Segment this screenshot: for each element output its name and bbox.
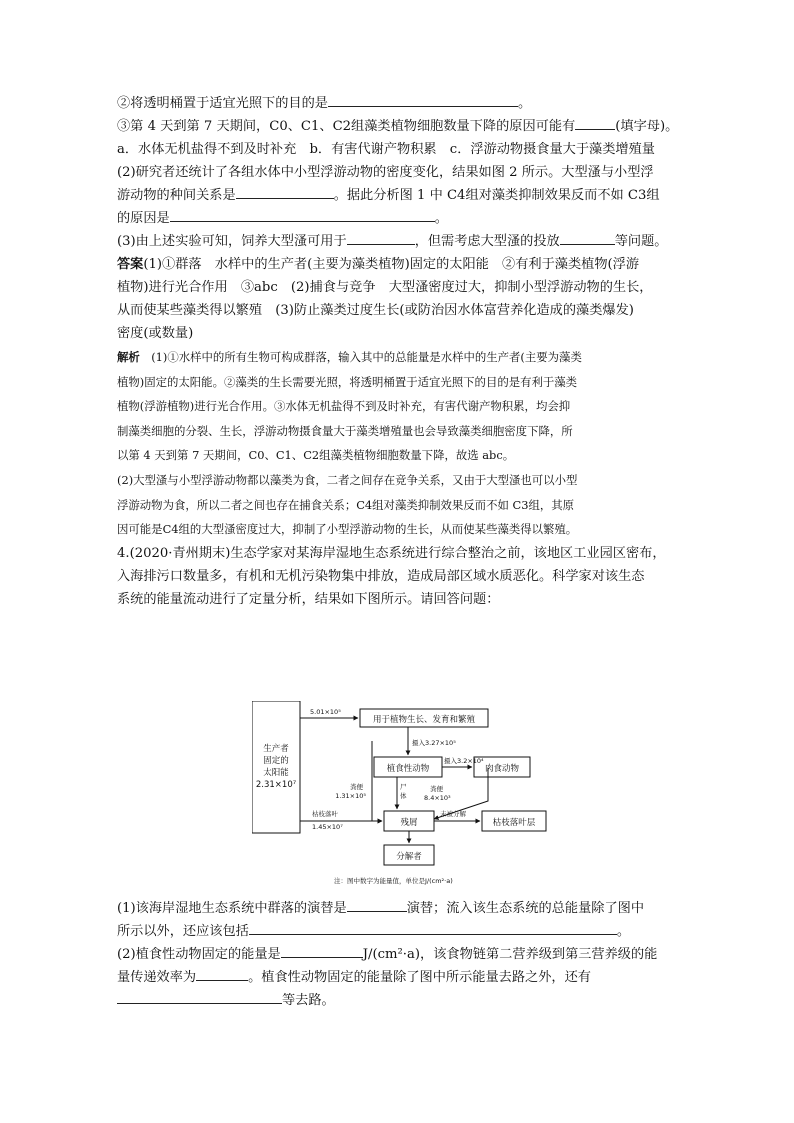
answer-label: 答案 [117, 257, 144, 272]
q4-1-line1: (1)该海岸湿地生态系统中群落的演替是 演替；流入该生态系统的总能量除了图中 [117, 897, 677, 920]
q3-p2-line3: 的原因是 。 [117, 207, 677, 230]
answer-blank[interactable] [249, 920, 617, 935]
producer-label-3: 太阳能 [263, 768, 289, 778]
answer-line3: 从而使某些藻类得以繁殖 (3)防止藻类过度生长(或防治因水体富营养化造成的藻类爆发) [117, 303, 634, 318]
litter-value: 1.45×10⁷ [312, 823, 343, 831]
analysis-line1: 解析 (1)①水样中的所有生物可构成群落，输入其中的总能量是水样中的生产者(主要为藻类 [117, 350, 582, 364]
feces2-value: 8.4×10³ [424, 794, 451, 802]
analysis-line8: 因可能是C4组的大型溞密度过大，抑制了小型浮游动物的生长，从而使某些藻类得以繁殖。 [117, 522, 578, 537]
producer-box [252, 701, 300, 833]
answer-blank[interactable] [347, 897, 407, 912]
feces1-value: 1.31×10⁵ [335, 792, 366, 800]
producer-label-2: 固定的 [263, 756, 289, 766]
answer-blank[interactable] [328, 92, 518, 107]
analysis-line4: 制藻类细胞的分裂、生长，浮游动物摄食量大于藻类增殖量也会导致藻类细胞密度下降，所 [117, 423, 573, 438]
q3-p2-line2: 游动物的种间关系是 。据此分析图 1 中 C4组对藻类抑制效果反而不如 C3组 [117, 184, 677, 207]
intake1-value: 摄入3.27×10⁵ [412, 739, 456, 747]
answer-blank[interactable] [117, 989, 282, 1004]
q4-line3: 系统的能量流动进行了定量分析，结果如下图所示。请回答问题： [117, 591, 500, 607]
producer-value: 2.31×10⁷ [255, 780, 297, 790]
q3-3-line: ③第 4 天到第 7 天期间，C0、C1、C2组藻类植物细胞数量下降的原因可能有 (填字母)。 [117, 115, 677, 138]
answer-blank[interactable] [281, 943, 363, 958]
growth-label: 用于植物生长、发育和繁殖 [372, 715, 476, 725]
answer-blank[interactable] [347, 230, 415, 245]
analysis-line3: 植物(浮游植物)进行光合作用。③水体无机盐得不到及时补充，有害代谢产物积累，均会抑 [117, 399, 571, 414]
corpse-label-2: 体 [400, 792, 407, 800]
intake2-value: 摄入3.2×10⁴ [444, 757, 484, 765]
decomposer-label: 分解者 [396, 852, 422, 862]
q3-p3-line: (3)由上述实验可知，饲养大型溞可用于 ，但需考虑大型溞的投放 等问题。 [117, 230, 677, 253]
undecomposed-label: 未被分解 [440, 810, 466, 818]
carnivore-label: 肉食动物 [484, 764, 520, 774]
q4-2-line2: 量传递效率为 。植食性动物固定的能量除了图中所示能量去路之外，还有 [117, 966, 677, 989]
q3-2-line: ②将透明桶置于适宜光照下的目的是 。 [117, 92, 677, 115]
detritus-label: 残屑 [400, 818, 418, 828]
producer-label-1: 生产者 [263, 744, 289, 754]
herbivore-label: 植食性动物 [386, 764, 430, 774]
question-4-parts [117, 897, 677, 1012]
growth-value: 5.01×10⁵ [310, 708, 341, 716]
feces2-label: 粪便 [430, 785, 443, 793]
diagram-note: 注：图中数字为能量值，单位是J/(cm²·a) [334, 877, 453, 885]
answer-blank[interactable] [236, 184, 334, 199]
answer-blank[interactable] [575, 115, 615, 130]
q4-1-line2: 所示以外，还应该包括 。 [117, 920, 677, 943]
question-page [117, 92, 677, 611]
q4-2-line1: (2)植食性动物固定的能量是 J/(cm²·a)，该食物链第二营养级到第三营养级的能 [117, 943, 677, 966]
q4-line1: 4.(2020·青州期末)生态学家对某海岸湿地生态系统进行综合整治之前，该地区工业园区密布， [117, 545, 666, 561]
analysis-label: 解析 [117, 350, 140, 364]
q3-p2-line1: (2)研究者还统计了各组水体中小型浮游动物的密度变化，结果如图 2 所示。大型溞与小型浮 [117, 165, 654, 180]
answer-line2: 植物)进行光合作用 ③abc (2)捕食与竞争 大型溞密度过大，抑制小型浮游动物的生长， [117, 280, 653, 295]
arrow-feces1 [372, 741, 382, 821]
answer-blank[interactable] [170, 207, 435, 222]
analysis-line5: 以第 4 天到第 7 天期间，C0、C1、C2组藻类植物细胞数量下降，故选 abc。 [117, 448, 515, 463]
answer-blank[interactable] [560, 230, 615, 245]
analysis-line6: (2)大型溞与小型浮游动物都以藻类为食，二者之间存在竞争关系，又由于大型溞也可以小型 [117, 472, 578, 487]
litter-layer-label: 枯枝落叶层 [492, 818, 536, 828]
litter-label: 枯枝落叶 [312, 810, 338, 818]
analysis-line2: 植物)固定的太阳能。②藻类的生长需要光照，将透明桶置于适宜光照下的目的是有利于藻类 [117, 374, 578, 389]
answer-line4: 密度(或数量) [117, 326, 194, 341]
answer-line1: 答案(1)①群落 水样中的生产者(主要为藻类植物)固定的太阳能 ②有利于藻类植物(浮游 [117, 257, 640, 272]
q4-line2: 入海排污口数量多，有机和无机污染物集中排放，造成局部区域水质恶化。科学家对该生态 [117, 568, 645, 584]
options-line: a．水体无机盐得不到及时补充 b．有害代谢产物积累 c．浮游动物摄食量大于藻类增殖量 [117, 142, 655, 157]
analysis-line7: 浮游动物为食，所以二者之间也存在捕食关系；C4组对藻类抑制效果反而不如 C3组，其原 [117, 497, 575, 512]
answer-blank[interactable] [196, 966, 248, 981]
energy-flow-diagram [252, 701, 552, 891]
corpse-label-1: 尸 [400, 783, 407, 791]
feces1-label: 粪便 [350, 783, 363, 791]
q4-2-line3: 等去路。 [117, 989, 677, 1012]
